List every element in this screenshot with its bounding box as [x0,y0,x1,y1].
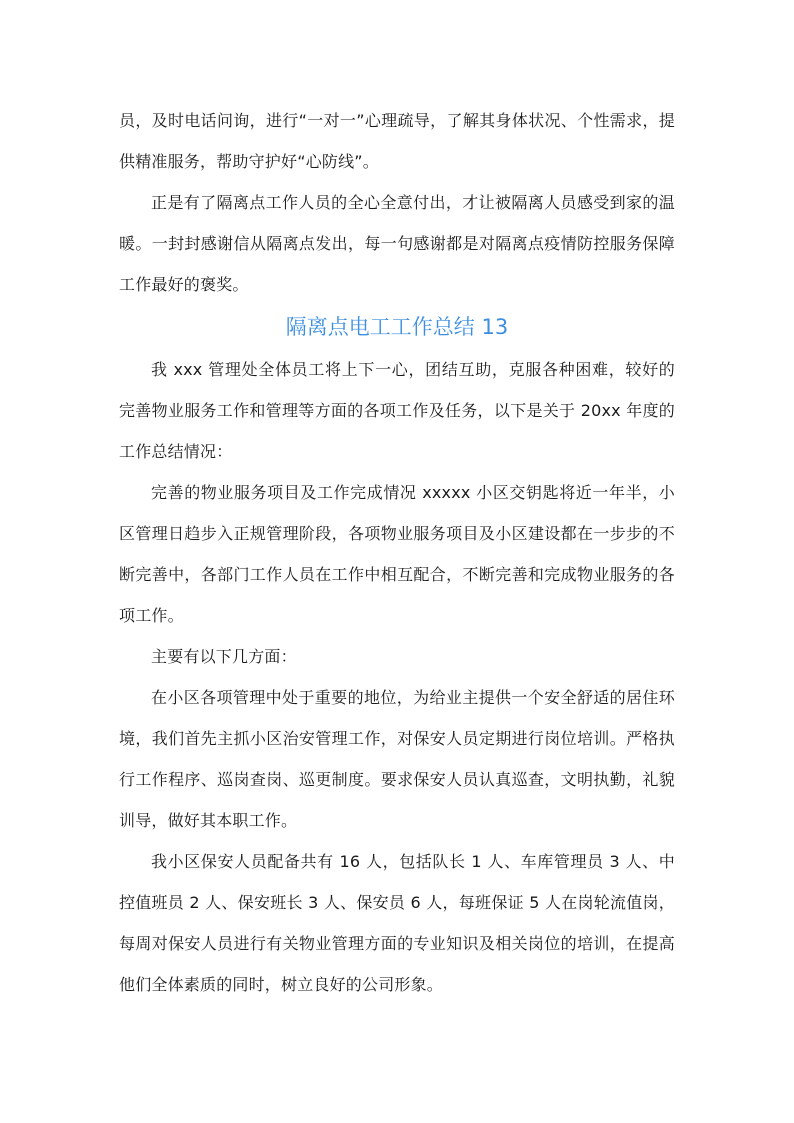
paragraph-intro: 我 xxx 管理处全体员工将上下一心，团结互助，克服各种困难，较好的完善物业服务工作和管理等方面的各项工作及任务，以下是关于 20xx 年度的工作总结情况： [119,360,675,461]
paragraph-main-aspects: 主要有以下几方面： [151,647,297,666]
document-page [119,100,675,1005]
paragraph-continuation: 员，及时电话问询，进行“一对一”心理疏导，了解其身体状况、个性需求，提供精准服务，帮助守护好“心防线”。 [119,111,675,171]
paragraph-security-management: 在小区各项管理中处于重要的地位，为给业主提供一个安全舒适的居住环境，我们首先主抓小区治安管理工作，对保安人员定期进行岗位培训。严格执行工作程序、巡岗查岗、巡更制度。要求保安人员认真巡查，文明执勤，礼貌训导，做好其本职工作。 [119,688,675,830]
section-heading: 隔离点电工工作总结 13 [285,315,509,339]
paragraph-security-staff: 我小区保安人员配备共有 16 人，包括队长 1 人、车库管理员 3 人、中控值班员 2 人、保安班长 3 人、保安员 6 人，每班保证 5 人在岗轮流值岗，每周对保安人员进行有关物业管理方面的专业知识及相关岗位的培训，在提高他们全体素质的同时，树立良好的公司形象。 [119,852,675,994]
paragraph-service-status: 完善的物业服务项目及工作完成情况 xxxxx 小区交钥匙将近一年半，小区管理日趋步入正规管理阶段，各项物业服务项目及小区建设都在一步步的不断完善中，各部门工作人员在工作中相互配合，不断完善和完成物业服务的各项工作。 [119,483,675,625]
paragraph-gratitude: 正是有了隔离点工作人员的全心全意付出，才让被隔离人员感受到家的温暖。一封封感谢信从隔离点发出，每一句感谢都是对隔离点疫情防控服务保障工作最好的褒奖。 [119,193,675,294]
